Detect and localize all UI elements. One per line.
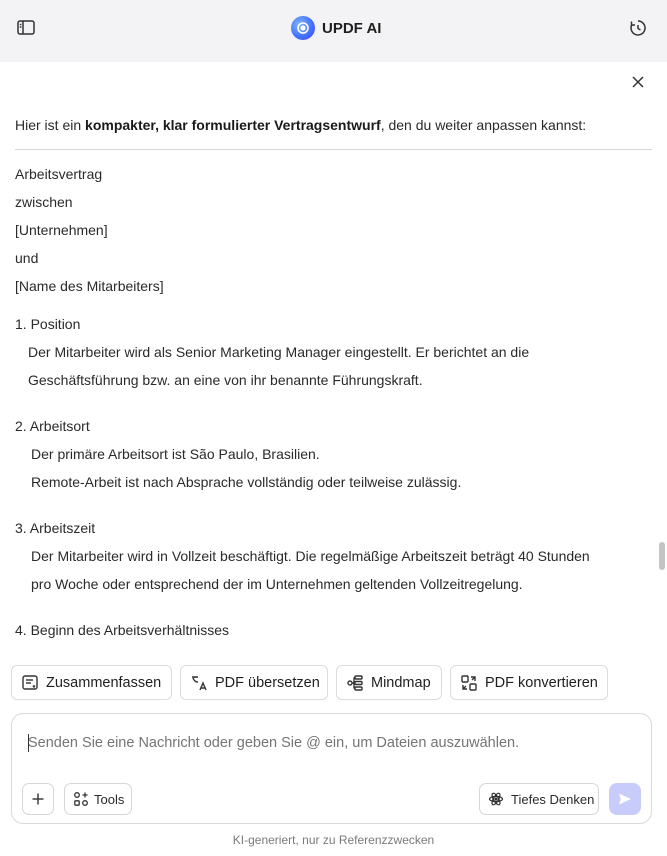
tools-icon — [73, 791, 89, 807]
summarize-button[interactable] — [11, 665, 172, 700]
convert-pdf-label: PDF konvertieren — [485, 674, 598, 691]
tools-label: Tools — [94, 791, 125, 807]
translate-icon — [190, 674, 208, 692]
close-icon[interactable] — [628, 72, 648, 92]
disclaimer-text: KI-generiert, nur zu Referenzzwecken — [232, 833, 435, 847]
contract-title: Arbeitsvertrag — [15, 166, 103, 182]
send-icon — [617, 791, 633, 807]
mindmap-label: Mindmap — [371, 674, 431, 691]
message-input[interactable] — [28, 732, 628, 754]
updf-ai-logo — [291, 16, 315, 40]
add-attachment-button[interactable] — [22, 783, 54, 815]
intro-bold: kompakter, klar formulierter Vertragsentwurf — [85, 117, 381, 133]
app-title-text: UPDF AI — [322, 19, 382, 37]
section-body: Remote-Arbeit ist nach Absprache vollständig oder teilweise zulässig. — [31, 474, 462, 490]
convert-icon — [460, 674, 478, 692]
section-heading: 4. Beginn des Arbeitsverhältnisses — [15, 622, 230, 638]
contract-line: [Name des Mitarbeiters] — [15, 278, 164, 294]
section-heading: 2. Arbeitsort — [15, 418, 90, 434]
section-body: Geschäftsführung bzw. an eine von ihr benannte Führungskraft. — [28, 372, 423, 388]
translate-pdf-label: PDF übersetzen — [215, 674, 320, 691]
atom-icon — [488, 791, 504, 807]
translate-pdf-button[interactable] — [180, 665, 328, 700]
app-header — [0, 0, 667, 62]
deep-think-label: Tiefes Denken — [511, 791, 595, 807]
message-composer — [11, 713, 652, 824]
section-body: Der Mitarbeiter wird in Vollzeit beschäftigt. Die regelmäßige Arbeitszeit beträgt 40 Stunden — [31, 548, 590, 564]
plus-icon — [31, 792, 45, 806]
summarize-icon — [21, 674, 39, 692]
text-caret — [28, 734, 29, 752]
sidebar-toggle-icon[interactable] — [15, 17, 37, 39]
summarize-label: Zusammenfassen — [46, 674, 162, 691]
send-button[interactable] — [609, 783, 641, 815]
deep-think-toggle[interactable] — [479, 783, 599, 815]
divider — [15, 149, 652, 150]
section-body: Der Mitarbeiter wird als Senior Marketing Manager eingestellt. Er berichtet an die — [28, 344, 530, 360]
mindmap-button[interactable] — [336, 665, 442, 700]
mindmap-icon — [346, 674, 364, 692]
section-heading: 1. Position — [15, 316, 81, 332]
app-title — [291, 16, 381, 40]
history-icon[interactable] — [627, 17, 649, 39]
section-body: Der primäre Arbeitsort ist São Paulo, Brasilien. — [31, 446, 320, 462]
tools-button[interactable] — [64, 783, 132, 815]
contract-line: [Unternehmen] — [15, 222, 108, 238]
intro-text: Hier ist ein — [15, 117, 86, 133]
section-body: pro Woche oder entsprechend der im Unternehmen geltenden Vollzeitregelung. — [31, 576, 523, 592]
convert-pdf-button[interactable] — [450, 665, 608, 700]
section-heading: 3. Arbeitszeit — [15, 520, 96, 536]
scrollbar-thumb[interactable] — [659, 542, 665, 570]
contract-line: und — [15, 250, 39, 266]
contract-line: zwischen — [15, 194, 73, 210]
message-intro — [15, 115, 586, 135]
intro-text-end: , den du weiter anpassen kannst: — [380, 117, 587, 133]
